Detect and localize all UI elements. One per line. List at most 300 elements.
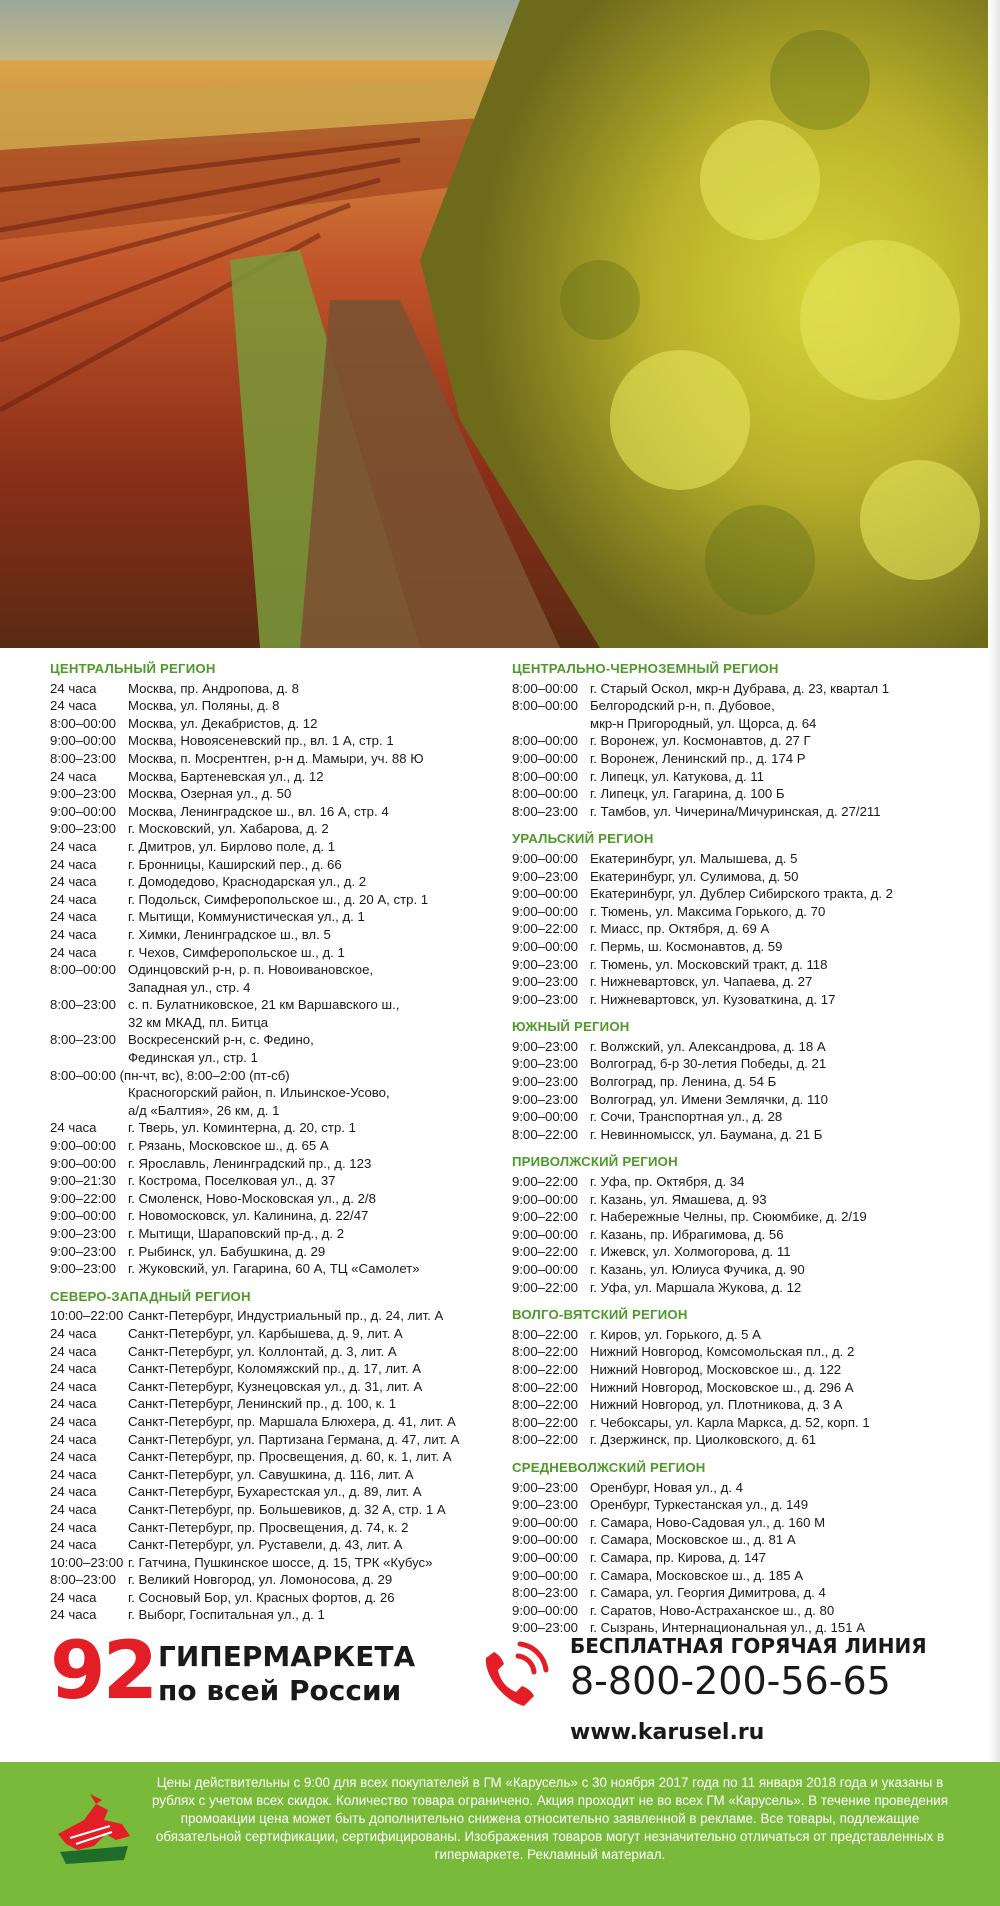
- store-row: [50, 1155, 490, 1173]
- store-address: Воскресенский р-н, с. Федино,: [128, 1032, 314, 1048]
- store-hours: 9:00–00:00: [50, 803, 117, 819]
- store-hours: 24 часа: [50, 680, 97, 696]
- store-hours: 8:00–22:00: [512, 1397, 579, 1413]
- store-hours: 8:00–00:00: [512, 768, 579, 784]
- store-address: г. Пермь, ш. Космонавтов, д. 59: [590, 938, 783, 954]
- store-hours: 8:00–22:00: [512, 1326, 579, 1342]
- store-hours: 9:00–22:00: [512, 921, 579, 937]
- store-address: г. Невинномысск, ул. Баумана, д. 21 Б: [590, 1126, 823, 1142]
- store-address: г. Мытищи, Шараповский пр-д., д. 2: [128, 1226, 345, 1241]
- store-row: [512, 920, 972, 938]
- store-address: Санкт-Петербург, ул. Коллонтай, д. 3, лит. А: [128, 1343, 397, 1359]
- store-address: Москва, ул. Поляны, д. 8: [128, 698, 280, 714]
- store-row: [512, 1431, 972, 1449]
- store-address: Санкт-Петербург, пр. Большевиков, д. 32 А, стр. 1 А: [128, 1501, 446, 1517]
- store-hours: 9:00–23:00: [512, 1620, 579, 1636]
- store-address: Оренбург, Туркестанская ул., д. 149: [590, 1497, 809, 1513]
- store-address: г. Чехов, Симферопольское ш., д. 1: [128, 944, 345, 960]
- store-row: [512, 1602, 972, 1620]
- store-row: [50, 1466, 490, 1484]
- store-address: г. Дмитров, ул. Бирлово поле, д. 1: [128, 838, 336, 854]
- store-row: [50, 680, 490, 698]
- store-address: Нижний Новгород, Московское ш., д. 296 А: [590, 1379, 854, 1395]
- store-address: Санкт-Петербург, Коломяжский пр., д. 17, лит. А: [128, 1361, 422, 1377]
- store-hours: 9:00–00:00: [512, 1262, 579, 1277]
- store-hours: 24 часа: [50, 1378, 97, 1394]
- footer-disclaimer-bar: [0, 1762, 1000, 1906]
- store-hours: 24 часа: [50, 698, 97, 714]
- store-row: [50, 856, 490, 874]
- store-row: [50, 1343, 490, 1361]
- store-hours: 24 часа: [50, 1431, 97, 1447]
- store-address: Москва, пр. Андропова, д. 8: [128, 680, 299, 696]
- store-address: г. Самара, пр. Кирова, д. 147: [590, 1549, 766, 1565]
- store-hours: 9:00–22:00: [512, 1174, 579, 1190]
- store-row: [50, 891, 490, 909]
- store-row: [512, 1396, 972, 1414]
- store-address: Москва, п. Мосрентген, р-н д. Мамыри, уч. 88 Ю: [128, 750, 424, 766]
- vineyard-photo: [0, 0, 1000, 648]
- store-address: г. Сочи, Транспортная ул., д. 28: [590, 1109, 783, 1125]
- store-row: [512, 1243, 972, 1261]
- store-address: Санкт-Петербург, пр. Маршала Блюхера, д. 41, лит. А: [128, 1413, 456, 1429]
- store-hours: 9:00–23:00: [512, 991, 579, 1007]
- website-link[interactable]: www.karusel.ru: [570, 1720, 765, 1745]
- store-hours: 24 часа: [50, 1120, 97, 1136]
- store-row: [50, 732, 490, 750]
- promo-banner: [50, 1624, 950, 1745]
- store-hours: 24 часа: [50, 909, 97, 925]
- store-hours: 24 часа: [50, 1396, 97, 1412]
- store-row: [512, 1326, 972, 1344]
- store-row: [50, 1519, 490, 1537]
- store-address: Москва, Бартеневская ул., д. 12: [128, 768, 324, 784]
- store-address: г. Волжский, ул. Александрова, д. 18 А: [590, 1038, 826, 1054]
- store-address: г. Сызрань, Интернациональная ул., д. 151 А: [590, 1620, 865, 1636]
- store-address: г. Воронеж, ул. Космонавтов, д. 27 Г: [590, 733, 811, 749]
- store-address: г. Кострома, Поселковая ул., д. 37: [128, 1173, 336, 1189]
- hypermarket-count: 92: [50, 1624, 156, 1717]
- store-address: г. Мытищи, Коммунистическая ул., д. 1: [128, 909, 365, 925]
- store-row: [512, 732, 972, 750]
- store-address: г. Уфа, ул. Маршала Жукова, д. 12: [590, 1279, 802, 1295]
- store-address: Нижний Новгород, Московское ш., д. 122: [590, 1361, 842, 1377]
- store-address: Нижний Новгород, ул. Плотникова, д. 3 А: [590, 1397, 843, 1413]
- store-address: Санкт-Петербург, Индустриальный пр., д. 24, лит. А: [128, 1308, 444, 1324]
- store-row: [50, 1431, 490, 1449]
- region-block: [512, 1018, 972, 1143]
- store-hours: 9:00–22:00: [512, 1279, 579, 1295]
- store-list-left-column: [50, 660, 490, 1624]
- store-row: [50, 1190, 490, 1208]
- store-address: Санкт-Петербург, пр. Просвещения, д. 60, к. 1, лит. А: [128, 1449, 452, 1465]
- store-address: Белгородский р-н, п. Дубовое,: [590, 698, 775, 714]
- store-row: [50, 715, 490, 733]
- store-hours: 24 часа: [50, 926, 97, 942]
- store-address: г. Рыбинск, ул. Бабушкина, д. 29: [128, 1243, 326, 1259]
- store-address: Оренбург, Новая ул., д. 4: [590, 1479, 743, 1495]
- store-address: г. Самара, ул. Георгия Димитрова, д. 4: [590, 1585, 826, 1601]
- store-row: [50, 1413, 490, 1431]
- store-row: [512, 1261, 972, 1279]
- region-title: ЦЕНТРАЛЬНЫЙ РЕГИОН: [50, 661, 216, 676]
- store-address: Санкт-Петербург, пр. Просвещения, д. 74, к. 2: [128, 1519, 409, 1535]
- store-row: [50, 697, 490, 715]
- region-title: УРАЛЬСКИЙ РЕГИОН: [512, 831, 654, 847]
- legal-disclaimer: Цены действительны с 9:00 для всех покупателей в ГМ «Карусель» с 30 ноября 2017 года по 11 января 2018 года и указаны в рублях с учетом всех скидок. Количество товара ограничено. Акция проходит не во всех ГМ «Карусель». В течение проведения промоакции цена может быть дополнительно снижена относительно заявленной в рекламе. Все товары, подлежащие обязательной сертификации, сертифицированы. Изображения товаров могут незначительно отличаться от представленных в гипермаркете. Рекламный материал.: [151, 1775, 948, 1862]
- store-address: Екатеринбург, ул. Дублер Сибирского тракта, д. 2: [590, 886, 894, 902]
- store-hours: 9:00–00:00: [50, 1208, 117, 1224]
- phone-icon: [472, 1638, 552, 1718]
- store-row: [512, 1055, 972, 1073]
- store-hours: 24 часа: [50, 1589, 97, 1605]
- store-row: [50, 785, 490, 803]
- store-hours: 9:00–22:00: [50, 1190, 117, 1206]
- store-hours: 9:00–00:00: [50, 1138, 117, 1154]
- store-address: г. Сосновый Бор, ул. Красных фортов, д. 26: [128, 1589, 395, 1605]
- store-row: [512, 1091, 972, 1109]
- store-address: Санкт-Петербург, ул. Карбышева, д. 9, лит. А: [128, 1325, 403, 1341]
- store-row: [512, 1038, 972, 1056]
- region-title: СРЕДНЕВОЛЖСКИЙ РЕГИОН: [512, 1459, 706, 1475]
- store-address: г. Казань, ул. Ямашева, д. 93: [590, 1191, 767, 1207]
- store-address: г. Ижевск, ул. Холмогорова, д. 11: [590, 1244, 791, 1260]
- store-hours: 9:00–23:00: [512, 1479, 579, 1495]
- store-row: [512, 903, 972, 921]
- store-hours: 9:00–23:00: [50, 821, 117, 837]
- store-address: Санкт-Петербург, ул. Савушкина, д. 116, лит. А: [128, 1466, 414, 1482]
- store-hours: 8:00–23:00: [50, 750, 117, 766]
- region-title: ЦЕНТРАЛЬНО-ЧЕРНОЗЕМНЫЙ РЕГИОН: [512, 661, 779, 676]
- store-address: г. Самара, Московское ш., д. 185 А: [590, 1567, 804, 1583]
- store-address-continued: Красногорский район, п. Ильинское-Усово,: [128, 1085, 390, 1101]
- store-row: [50, 750, 490, 768]
- store-address: г. Тверь, ул. Коминтерна, д. 20, стр. 1: [128, 1120, 356, 1136]
- store-row: [512, 1584, 972, 1602]
- store-row: [50, 1325, 490, 1343]
- store-address: г. Тюмень, ул. Максима Горького, д. 70: [590, 903, 826, 919]
- store-hours: 24 часа: [50, 1343, 97, 1359]
- store-hours: 24 часа: [50, 1466, 97, 1482]
- store-row: [512, 1549, 972, 1567]
- store-row: [50, 1207, 490, 1225]
- region-block: [50, 660, 490, 1278]
- store-address: Санкт-Петербург, Кузнецовская ул., д. 31, лит. А: [128, 1378, 423, 1394]
- store-hours: 9:00–00:00: [50, 733, 117, 749]
- store-hours: 24 часа: [50, 1449, 97, 1465]
- store-hours: 24 часа: [50, 838, 97, 854]
- store-address: Санкт-Петербург, ул. Партизана Германа, д. 47, лит. А: [128, 1431, 460, 1447]
- store-address: г. Бронницы, Каширский пер., д. 66: [128, 856, 342, 872]
- store-address: г. Ярославль, Ленинградский пр., д. 123: [128, 1155, 372, 1171]
- page-edge-shadow: [988, 0, 1000, 1906]
- store-address: г. Саратов, Ново-Астраханское ш., д. 80: [590, 1602, 835, 1618]
- store-row: [512, 1479, 972, 1497]
- store-row: [50, 926, 490, 944]
- region-title: ЮЖНЫЙ РЕГИОН: [512, 1019, 630, 1035]
- store-hours: 24 часа: [50, 944, 97, 960]
- store-list-right-column: [512, 660, 972, 1637]
- store-hours: 9:00–23:00: [50, 786, 117, 802]
- store-row: [512, 885, 972, 903]
- store-row: [50, 944, 490, 962]
- store-hours: 8:00–22:00: [512, 1126, 579, 1142]
- store-row: [50, 1378, 490, 1396]
- store-hours: 8:00–22:00: [512, 1414, 579, 1430]
- store-address: г. Великий Новгород, ул. Ломоносова, д. 29: [128, 1572, 393, 1588]
- store-row: [512, 768, 972, 786]
- store-row: [512, 1531, 972, 1549]
- store-hours: 9:00–23:00: [512, 974, 579, 990]
- hypermarket-caption-line1: ГИПЕРМАРКЕТА: [158, 1640, 416, 1673]
- store-hours: 9:00–00:00: [512, 1226, 579, 1242]
- store-hours: 8:00–22:00: [512, 1361, 579, 1377]
- karusel-horse-logo: [50, 1790, 140, 1870]
- store-address: г. Выборг, Госпитальная ул., д. 1: [128, 1607, 325, 1623]
- store-row: [512, 1208, 972, 1226]
- store-address: Нижний Новгород, Комсомольская пл., д. 2: [590, 1344, 855, 1360]
- store-hours: 9:00–23:00: [512, 1056, 579, 1072]
- store-row: [512, 680, 972, 698]
- store-address: Санкт-Петербург, Бухарестская ул., д. 89, лит. А: [128, 1484, 422, 1500]
- store-address: г. Нижневартовск, ул. Кузоваткина, д. 17: [590, 991, 836, 1007]
- store-hours: 8:00–23:00: [50, 1572, 117, 1588]
- store-hours: 24 часа: [50, 768, 97, 784]
- store-hours: 8:00–00:00: [512, 698, 579, 714]
- store-row: [50, 1119, 490, 1137]
- store-hours: 9:00–00:00: [512, 1567, 579, 1583]
- store-hours: 8:00–00:00: [512, 733, 579, 749]
- store-address: Волгоград, б-р 30-летия Победы, д. 21: [590, 1056, 827, 1072]
- hotline-number[interactable]: 8-800-200-56-65: [570, 1659, 891, 1703]
- store-hours: 9:00–23:00: [512, 956, 579, 972]
- store-hours: 24 часа: [50, 1519, 97, 1535]
- store-hours: 24 часа: [50, 1361, 97, 1377]
- store-hours: 9:00–23:00: [512, 1038, 579, 1054]
- store-row: [512, 697, 972, 715]
- store-hours: 24 часа: [50, 1607, 97, 1623]
- region-title: СЕВЕРО-ЗАПАДНЫЙ РЕГИОН: [50, 1288, 251, 1304]
- store-row: [512, 973, 972, 991]
- store-address: Волгоград, ул. Имени Землячки, д. 110: [590, 1091, 828, 1107]
- store-address: г. Миасс, пр. Октября, д. 69 А: [590, 921, 770, 937]
- store-hours: 9:00–21:30: [50, 1173, 117, 1189]
- store-row: [512, 1173, 972, 1191]
- store-hours: 9:00–22:00: [512, 1209, 579, 1225]
- region-block: [512, 1153, 972, 1296]
- store-row: [50, 1554, 490, 1572]
- store-row: [512, 1514, 972, 1532]
- region-block: [512, 1459, 972, 1637]
- store-row: [512, 868, 972, 886]
- store-row: [50, 996, 490, 1014]
- store-row: [50, 1571, 490, 1589]
- store-row: [50, 1395, 490, 1413]
- store-row: [512, 1361, 972, 1379]
- store-address-continued: мкр-н Пригородный, ул. Щорса, д. 64: [590, 715, 817, 731]
- store-row: [512, 938, 972, 956]
- store-row: [50, 908, 490, 926]
- store-address: Санкт-Петербург, Ленинский пр., д. 100, к. 1: [128, 1396, 397, 1412]
- store-row: [50, 768, 490, 786]
- store-row: [50, 1606, 490, 1624]
- store-row: [50, 873, 490, 891]
- store-hours: 8:00–00:00: [50, 715, 117, 731]
- hotline-block: [570, 1634, 927, 1704]
- store-hours: 9:00–23:00: [512, 1091, 579, 1107]
- store-address: г. Смоленск, Ново-Московская ул., д. 2/8: [128, 1190, 376, 1206]
- store-address-continued: Западная ул., стр. 4: [128, 979, 251, 995]
- store-address-continued: Фединская ул., стр. 1: [128, 1050, 258, 1066]
- store-hours: 10:00–22:00: [50, 1308, 124, 1324]
- store-address: г. Чебоксары, ул. Карла Маркса, д. 52, корп. 1: [590, 1414, 870, 1430]
- store-hours: 24 часа: [50, 891, 97, 907]
- region-title: ВОЛГО-ВЯТСКИЙ РЕГИОН: [512, 1307, 688, 1323]
- store-row: [50, 1260, 490, 1278]
- store-address: г. Новомосковск, ул. Калинина, д. 22/47: [128, 1208, 369, 1224]
- store-hours: 24 часа: [50, 1484, 97, 1500]
- store-row: [512, 1379, 972, 1397]
- store-address: г. Старый Оскол, мкр-н Дубрава, д. 23, квартал 1: [590, 680, 890, 696]
- store-hours: 9:00–23:00: [50, 1226, 117, 1241]
- store-row: [512, 785, 972, 803]
- store-row: [50, 1137, 490, 1155]
- store-address: г. Воронеж, Ленинский пр., д. 174 Р: [590, 750, 806, 766]
- store-row: [50, 1536, 490, 1554]
- store-hours: 9:00–00:00: [512, 886, 579, 902]
- store-hours: 9:00–00:00: [512, 1109, 579, 1125]
- store-hours: 8:00–22:00: [512, 1379, 579, 1395]
- store-hours: 9:00–22:00: [512, 1244, 579, 1260]
- store-address: г. Дзержинск, пр. Циолковского, д. 61: [590, 1432, 817, 1448]
- store-hours: 8:00–22:00: [512, 1432, 579, 1448]
- store-address-continued: а/д «Балтия», 26 км, д. 1: [128, 1102, 280, 1118]
- region-block: [512, 660, 972, 820]
- store-row: [512, 1496, 972, 1514]
- store-hours: 8:00–22:00: [512, 1344, 579, 1360]
- store-row: [50, 1225, 490, 1243]
- store-row: [50, 1031, 490, 1049]
- store-row: [512, 1343, 972, 1361]
- region-block: [512, 830, 972, 1008]
- store-hours: 24 часа: [50, 1501, 97, 1517]
- store-address: г. Казань, ул. Юлиуса Фучика, д. 90: [590, 1262, 805, 1277]
- region-block: [50, 1288, 490, 1624]
- hypermarket-caption-line2: по всей России: [158, 1674, 402, 1707]
- store-address: г. Самара, Московское ш., д. 81 А: [590, 1532, 796, 1548]
- store-row: [512, 1279, 972, 1297]
- store-hours: 9:00–00:00: [512, 850, 579, 866]
- store-hours: 9:00–23:00: [512, 1074, 579, 1090]
- store-address: Одинцовский р-н, р. п. Новоивановское,: [128, 962, 374, 978]
- store-row: [512, 1073, 972, 1091]
- region-block: [512, 1306, 972, 1449]
- store-address: г. Тамбов, ул. Чичерина/Мичуринская, д. 27/211: [590, 803, 881, 819]
- store-address: Екатеринбург, ул. Сулимова, д. 50: [590, 868, 799, 884]
- store-hours: 9:00–23:00: [512, 1497, 579, 1513]
- store-hours: 9:00–00:00: [512, 750, 579, 766]
- store-hours: 9:00–00:00: [512, 1602, 579, 1618]
- store-hours: 8:00–00:00 (пн-чт, вс), 8:00–2:00 (пт-сб): [50, 1067, 290, 1083]
- store-row: [50, 820, 490, 838]
- store-address: г. Химки, Ленинградское ш., вл. 5: [128, 926, 331, 942]
- store-hours: 8:00–00:00: [50, 962, 117, 978]
- region-title: ПРИВОЛЖСКИЙ РЕГИОН: [512, 1154, 678, 1170]
- store-address: Екатеринбург, ул. Малышева, д. 5: [590, 850, 798, 866]
- store-hours: 24 часа: [50, 1537, 97, 1553]
- store-hours: 24 часа: [50, 856, 97, 872]
- store-address: г. Жуковский, ул. Гагарина, 60 А, ТЦ «Самолет»: [128, 1261, 420, 1277]
- store-address: г. Липецк, ул. Катукова, д. 11: [590, 768, 764, 784]
- store-hours: 9:00–00:00: [512, 1549, 579, 1565]
- store-row: [50, 803, 490, 821]
- store-address: г. Московский, ул. Хабарова, д. 2: [128, 821, 329, 837]
- store-row: [50, 961, 490, 979]
- store-address: г. Самара, Ново-Садовая ул., д. 160 М: [590, 1514, 826, 1530]
- store-row: [512, 1226, 972, 1244]
- store-address: г. Рязань, Московское ш., д. 65 А: [128, 1138, 329, 1154]
- store-hours: 10:00–23:00: [50, 1554, 124, 1570]
- store-address: Москва, Новоясеневский пр., вл. 1 А, стр. 1: [128, 733, 394, 749]
- store-row: [512, 956, 972, 974]
- store-address: г. Нижневартовск, ул. Чапаева, д. 27: [590, 974, 813, 990]
- store-row: [50, 1307, 490, 1325]
- store-row: [512, 991, 972, 1009]
- store-row: [512, 1414, 972, 1432]
- store-row: [512, 850, 972, 868]
- store-address-continued: 32 км МКАД, пл. Битца: [128, 1014, 269, 1030]
- store-address: г. Киров, ул. Горького, д. 5 А: [590, 1326, 761, 1342]
- store-row: [50, 1483, 490, 1501]
- hotline-label: БЕСПЛАТНАЯ ГОРЯЧАЯ ЛИНИЯ: [570, 1634, 927, 1658]
- store-row: [512, 1126, 972, 1144]
- store-hours: 9:00–23:00: [512, 868, 579, 884]
- store-address: г. Уфа, пр. Октября, д. 34: [590, 1174, 745, 1190]
- store-row: [512, 803, 972, 821]
- store-hours: 8:00–00:00: [512, 680, 579, 696]
- store-address: Москва, Ленинградское ш., вл. 16 А, стр. 4: [128, 803, 389, 819]
- store-hours: 8:00–23:00: [512, 803, 579, 819]
- store-hours: 8:00–23:00: [50, 997, 117, 1013]
- store-row: [50, 1067, 490, 1085]
- store-address: Волгоград, пр. Ленина, д. 54 Б: [590, 1074, 777, 1090]
- store-hours: 8:00–23:00: [512, 1585, 579, 1601]
- store-hours: 8:00–00:00: [512, 786, 579, 802]
- store-address: г. Казань, пр. Ибрагимова, д. 56: [590, 1226, 784, 1242]
- store-row: [512, 1567, 972, 1585]
- store-address: г. Домодедово, Краснодарская ул., д. 2: [128, 874, 367, 890]
- store-hours: 9:00–00:00: [512, 1191, 579, 1207]
- store-hours: 9:00–23:00: [50, 1243, 117, 1259]
- store-row: [50, 1360, 490, 1378]
- store-address: Санкт-Петербург, ул. Руставели, д. 43, лит. А: [128, 1537, 403, 1553]
- store-address: Москва, ул. Декабристов, д. 12: [128, 715, 318, 731]
- store-hours: 24 часа: [50, 1325, 97, 1341]
- store-hours: 9:00–00:00: [512, 938, 579, 954]
- store-address: г. Гатчина, Пушкинское шоссе, д. 15, ТРК «Кубус»: [128, 1554, 433, 1570]
- store-address: г. Подольск, Симферопольское ш., д. 20 А, стр. 1: [128, 891, 429, 907]
- store-row: [512, 1191, 972, 1209]
- store-address: Москва, Озерная ул., д. 50: [128, 786, 292, 802]
- store-hours: 9:00–23:00: [50, 1261, 117, 1277]
- store-hours: 8:00–23:00: [50, 1032, 117, 1048]
- store-hours: 9:00–00:00: [512, 903, 579, 919]
- store-hours: 9:00–00:00: [512, 1514, 579, 1530]
- store-address: г. Тюмень, ул. Московский тракт, д. 118: [590, 956, 828, 972]
- hypermarket-caption: [158, 1640, 415, 1708]
- store-hours: 9:00–00:00: [50, 1155, 117, 1171]
- store-address: г. Набережные Челны, пр. Сююмбике, д. 2/19: [590, 1209, 867, 1225]
